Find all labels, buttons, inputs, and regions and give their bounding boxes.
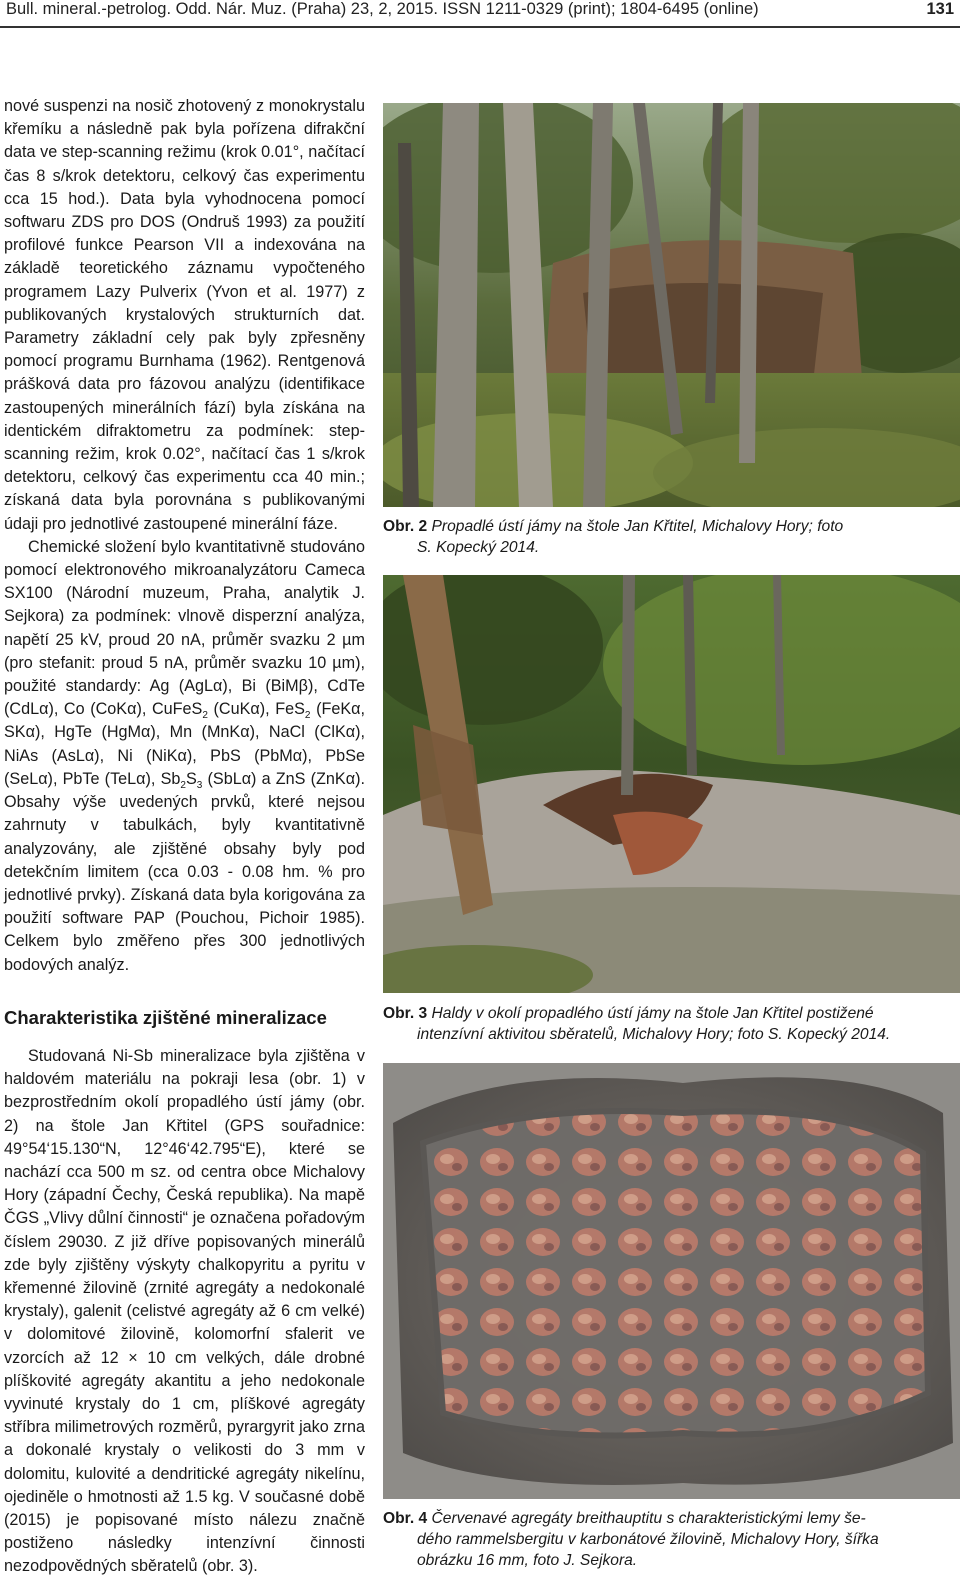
header-rule [0, 26, 960, 28]
p2-part-c: (FeKα, SKα), HgTe (HgMα), Mn (MnKα), NaCl (ClKα), NiAs (AsLα), Ni (NiKα), PbS (PbMα), PbSe (SeLα), PbTe (TeLα), Sb [4, 700, 365, 788]
figure-3-label: Obr. 3 [383, 1005, 428, 1022]
spoil-heaps-illustration [383, 575, 960, 993]
figure-3-caption-line-1 [383, 1003, 960, 1024]
figure-4-photo [383, 1063, 960, 1499]
figure-4-caption [383, 1508, 960, 1571]
text-column-top [4, 95, 365, 977]
p2-sub-2: 2 [304, 710, 311, 722]
figure-2-caption-line-2: S. Kopecký 2014. [417, 539, 540, 556]
figure-3-photo [383, 575, 960, 993]
figure-4-caption-text-1: Červenavé agregáty breithauptitu s charakteristickými lemy še- [427, 1510, 866, 1527]
figure-2-caption-line-1 [383, 516, 960, 537]
figure-4-caption-line-1 [383, 1508, 960, 1529]
p2-part-d: S [185, 769, 197, 788]
figure-4-caption-line-2: dého rammelsbergitu v karbonátové žilovině, Michalovy Hory, šířka [417, 1531, 879, 1548]
p2-sub-4: 3 [196, 780, 203, 792]
section-heading: Charakteristika zjištěné mineralizace [4, 1007, 327, 1028]
text-column-bottom [4, 1045, 365, 1579]
running-header [6, 0, 956, 22]
figure-4-label: Obr. 4 [383, 1510, 428, 1527]
figure-3-caption [383, 1003, 960, 1045]
journal-citation: Bull. mineral.-petrolog. Odd. Nár. Muz. (Praha) 23, 2, 2015. ISSN 1211-0329 (print); 1804-6495 (online) [6, 0, 759, 18]
forest-shaft-illustration [383, 103, 960, 507]
figure-3-caption-line-2: intenzívní aktivitou sběratelů, Michalovy Hory; foto S. Kopecký 2014. [417, 1026, 891, 1043]
paragraph-methods-xrd: nové suspenzi na nosič zhotovený z monokrystalu křemíku a následně pak byla pořízena difrakční data ve step-scanning režimu (krok 0.01°, načítací čas 8 s/krok detektoru, celkový čas experimentu cca 15 hod.). Data byla vyhodnocena pomocí softwaru ZDS pro DOS (Ondruš 1993) za použití profilové funkce Pearson VII a indexována na základě teoretického záznamu vypočteného programem Lazy Pulverix (Yvon et al. 1977) z publikovaných krystalových strukturních dat. Parametry základní cely pak byly zpřesněny pomocí programu Burnhama (1962). Rentgenová prášková data pro fázovou analýzu (identifikace zastoupených minerálních fází) byla získána na identickém difraktometru za podmínek: step-scanning režim, krok 0.02°, načítací čas 1 s/krok detektoru, celkový čas experimentu cca 40 min.; získaná data byla porovnána s publikovanými údaji pro jednotlivé zastoupené minerální fáze. [4, 97, 365, 533]
figure-3-caption-text-1: Haldy v okolí propadlého ústí jámy na štole Jan Křtitel postižené [427, 1005, 874, 1022]
p2-part-a: Chemické složení bylo kvantitativně studováno pomocí elektronového mikroanalyzátoru Cameca SX100 (Národní muzeum, Praha, analytik J. Sejkora) za podmínek: vlnově disperzní analýza, napětí 25 kV, proud 20 nA, průměr svazku 2 µm (pro stefanit: proud 5 nA, průměr svazku 10 µm), použité standardy: Ag (AgLα), Bi (BiMβ), CdTe (CdLα), Co (CoKα), CuFeS [4, 537, 365, 719]
paragraph-mineralization: Studovaná Ni-Sb mineralizace byla zjištěna v haldovém materiálu na pokraji lesa (obr. 1) v bezprostředním okolí propadlého ústí jámy (obr. 2) na štole Jan Křtitel (GPS souřadnice: 49°54‘15.130“N, 12°46‘42.795“E), které se nachází cca 500 m sz. od centra obce Michalovy Hory (západní Čechy, Česká republika). Na mapě ČGS „Vlivy důlní činnosti“ je označena pořadovým číslem 29030. Z již dříve popisovaných minerálů zde byly zjištěny výskyty chalkopyritu a pyritu v křemenné žilovině (zrnité agregáty a nedokonalé krystaly), galenit (celistvé agregáty až 6 cm velké) v dolomitové žilovině, kolomorfní sfalerit ve vzorcích až 12 × 10 cm velkých, dále drobné plíškovité agregáty akantitu a jeho nedokonale vyvinuté krystaly do 1 cm, plíškové agregáty stříbra milimetrových rozměrů, pyrargyrit jako zrna a dokonalé krystaly o velikosti do 3 mm v dolomitu, kulovité a dendritické agregáty nikelínu, ojediněle o hmotnosti až 1.5 kg. V současné době (2015) je popisované místo nálezu značně postiženo následky intenzívní činnosti nezodpovědných sběratelů (obr. 3). [4, 1047, 365, 1576]
p2-part-e: (SbLα) a ZnS (ZnKα). Obsahy výše uvedených prvků, které nejsou zahrnuty v tabulkách, byly kvantitativně analyzovány, ale zjištěné obsahy byly pod detekčním limitem (cca 0.03 - 0.08 hm. % pro jednotlivé prvky). Získaná data byla korigována za použití software PAP (Pouchou, Pichoir 1985). Celkem bylo změřeno přes 300 jednotlivých bodových analýz. [4, 769, 365, 974]
figure-2-label: Obr. 2 [383, 518, 428, 535]
page-number: 131 [926, 0, 954, 18]
p2-part-b: (CuKα), FeS [207, 700, 305, 719]
ore-specimen-illustration [383, 1063, 960, 1499]
figure-2-caption [383, 516, 960, 558]
figure-4-caption-line-3: obrázku 16 mm, foto J. Sejkora. [417, 1552, 638, 1569]
p2-sub-3: 2 [180, 780, 186, 792]
p2-sub-1: 2 [202, 710, 208, 722]
figure-2-caption-text-1: Propadlé ústí jámy na štole Jan Křtitel, Michalovy Hory; foto [427, 518, 844, 535]
figure-2-photo [383, 103, 960, 507]
paragraph-methods-microprobe [4, 536, 365, 977]
